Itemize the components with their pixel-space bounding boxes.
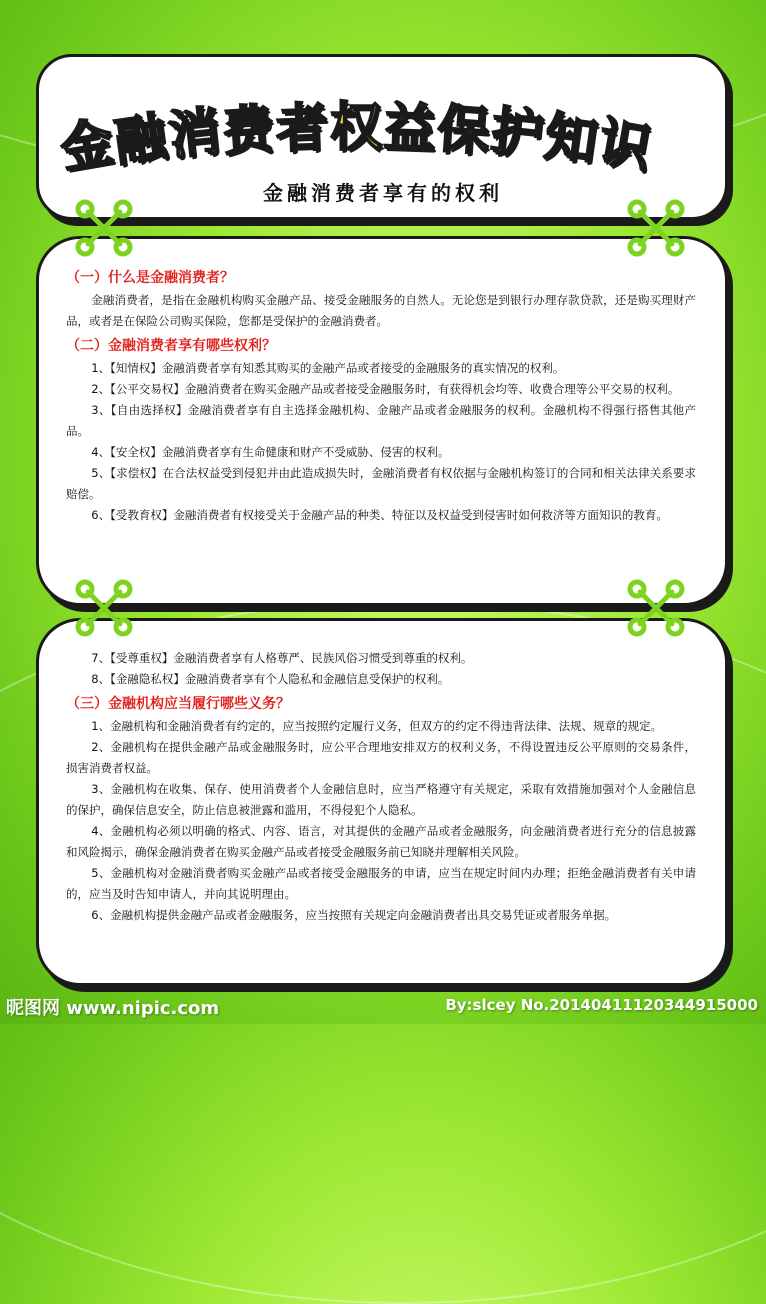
page-subtitle: 金融消费者享有的权利 [263,181,503,205]
duty-item: 5、金融机构对金融消费者购买金融产品或者接受金融服务的申请，应当在规定时间内办理；拒绝金融消费者有关申请的，应当及时告知申请人，并向其说明理由。 [66,866,696,901]
right-item: 6、【受教育权】金融消费者有权接受关于金融产品的种类、特征以及权益受到侵害时如何救济等方面知识的教育。 [91,508,668,522]
title-char: 益 [382,98,439,160]
right-item: 8、【金融隐私权】金融消费者享有个人隐私和金融信息受保护的权利。 [91,672,450,686]
title-char: 知 [541,106,604,174]
right-item: 2、【公平交易权】金融消费者在购买金融产品或者接受金融服务时，有获得机会均等、收费合理等公平交易的权利。 [91,382,680,396]
section-title-what-is-consumer: （一）什么是金融消费者？ [66,270,234,286]
title-char: 保 [435,99,494,163]
definition-paragraph: 金融消费者，是指在金融机构购买金融产品、接受金融服务的自然人。无论您是到银行办理存款贷款，还是购买理财产品，或者是在保险公司购买保险，您都是受保护的金融消费者。 [66,293,696,328]
knot-ornament-icon [74,578,134,638]
knot-ornament-icon [74,198,134,258]
right-item: 3、【自由选择权】金融消费者享有自主选择金融机构、金融产品或者金融服务的权利。金融机构不得强行搭售其他产品。 [66,403,696,438]
knot-ornament-icon [626,578,686,638]
title-char: 护 [488,101,549,167]
title-char: 权 [330,98,385,158]
watermark-right: By:slcey No.20140411120344915000 [445,996,758,1014]
duty-item: 2、金融机构在提供金融产品或金融服务时，应公平合理地安排双方的权利义务，不得设置违反公平原则的交易条件，损害消费者权益。 [66,740,696,775]
duty-item: 1、金融机构和金融消费者有约定的，应当按照约定履行义务，但双方的约定不得违背法律、法规、规章的规定。 [91,719,663,733]
duty-item: 4、金融机构必须以明确的格式、内容、语言，对其提供的金融产品或者金融服务，向金融消费者进行充分的信息披露和风险揭示，确保金融消费者在购买金融产品或者接受金融服务前已知晓并理解相关风险。 [66,824,696,859]
knot-ornament-icon [626,198,686,258]
right-item: 7、【受尊重权】金融消费者享有人格尊严、民族风俗习惯受到尊重的权利。 [91,651,473,665]
duties-content [66,648,696,926]
section-title-duties: （三）金融机构应当履行哪些义务？ [66,696,290,712]
watermark-left: 昵图网 www.nipic.com [6,998,220,1019]
title-char: 识 [594,111,659,181]
section-title-rights: （二）金融消费者享有哪些权利？ [66,338,276,354]
title-char: 费 [220,99,279,163]
right-item: 4、【安全权】金融消费者享有生命健康和财产不受威胁、侵害的权利。 [91,445,450,459]
duty-item: 3、金融机构在收集、保存、使用消费者个人金融信息时，应当严格遵守有关规定，采取有效措施加强对个人金融信息的保护，确保信息安全，防止信息被泄露和滥用，不得侵犯个人隐私。 [66,782,696,817]
title-char: 融 [110,106,173,174]
rights-content [66,266,696,526]
right-item: 1、【知情权】金融消费者享有知悉其购买的金融产品或者接受的金融服务的真实情况的权利。 [91,361,565,375]
duty-item: 6、金融机构提供金融产品或者金融服务，应当按照有关规定向金融消费者出具交易凭证或者服务单据。 [91,908,617,922]
title-char: 消 [165,101,226,167]
title-char: 者 [275,98,332,160]
right-item: 5、【求偿权】在合法权益受到侵犯并由此造成损失时，金融消费者有权依据与金融机构签订的合同和相关法律关系要求赔偿。 [66,466,696,501]
title-char: 金 [56,111,120,181]
page-title [56,88,700,181]
